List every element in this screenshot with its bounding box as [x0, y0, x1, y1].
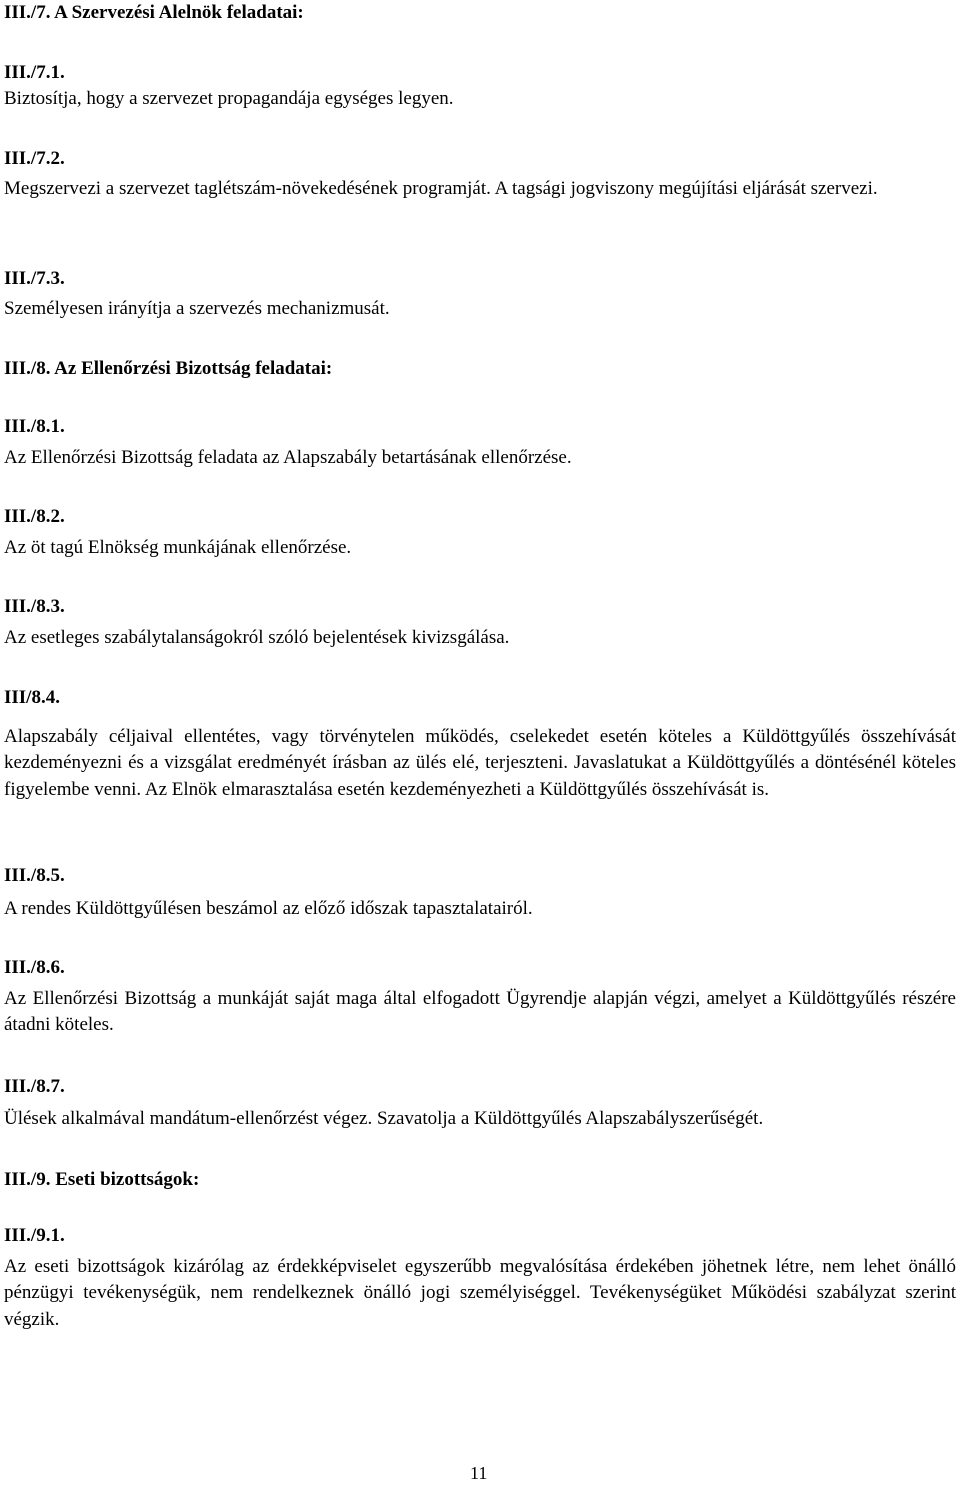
item-id-8-6: III./8.6. — [4, 957, 65, 978]
item-text-8-5: A rendes Küldöttgyűlésen beszámol az előző időszak tapasztalatairól. — [4, 898, 533, 919]
item-text-7-2: Megszervezi a szervezet taglétszám-növekedésének programját. A tagsági jogviszony megújítási eljárását szervezi. — [4, 178, 878, 199]
item-id-8-1: III./8.1. — [4, 416, 65, 437]
item-text-7-1: Biztosítja, hogy a szervezet propagandája egységes legyen. — [4, 88, 454, 109]
item-text-8-4: Alapszabály céljaival ellentétes, vagy törvénytelen működés, cselekedet esetén köteles a Küldöttgyűlés összehívását kezdeményezni és a vizsgálat eredményét írásban az ülés elé, terjeszteni. Javaslatukat a Küldöttgyűlés a döntésénél köteles figyelembe venni. Az Elnök elmarasztalása esetén kezdeményezheti a Küldöttgyűlés összehívását is. — [4, 726, 956, 800]
item-text-8-7: Ülések alkalmával mandátum-ellenőrzést végez. Szavatolja a Küldöttgyűlés Alapszabályszerűségét. — [4, 1108, 764, 1129]
item-id-7-2: III./7.2. — [4, 148, 65, 169]
item-id-9-1: III./9.1. — [4, 1225, 65, 1246]
item-text-8-3: Az esetleges szabálytalanságokról szóló bejelentések kivizsgálása. — [4, 627, 510, 648]
item-text-9-1: Az eseti bizottságok kizárólag az érdekképviselet egyszerűbb megvalósítása érdekében jöhetnek létre, nem lehet önálló pénzügyi tevékenységük, nem rendelkeznek önálló jogi személyiséggel. Tevékenységüket Működési szabályzat szerint végzik. — [4, 1256, 956, 1330]
item-text-8-6: Az Ellenőrzési Bizottság a munkáját saját maga által elfogadott Ügyrendje alapján végzi, amelyet a Küldöttgyűlés részére átadni köteles. — [4, 988, 956, 1036]
item-id-8-4: III/8.4. — [4, 687, 60, 708]
item-id-7-1: III./7.1. — [4, 62, 65, 83]
item-text-7-3: Személyesen irányítja a szervezés mechanizmusát. — [4, 298, 390, 319]
item-id-7-3: III./7.3. — [4, 268, 65, 289]
section-heading-8: III./8. Az Ellenőrzési Bizottság feladatai: — [4, 358, 333, 379]
page-number: 11 — [470, 1463, 488, 1483]
item-id-8-5: III./8.5. — [4, 865, 65, 886]
section-heading-7: III./7. A Szervezési Alelnök feladatai: — [4, 2, 304, 23]
item-id-8-2: III./8.2. — [4, 506, 65, 527]
item-id-8-3: III./8.3. — [4, 596, 65, 617]
item-text-8-1: Az Ellenőrzési Bizottság feladata az Alapszabály betartásának ellenőrzése. — [4, 447, 572, 468]
item-id-8-7: III./8.7. — [4, 1076, 65, 1097]
item-text-8-2: Az öt tagú Elnökség munkájának ellenőrzése. — [4, 537, 352, 558]
section-heading-9: III./9. Eseti bizottságok: — [4, 1169, 200, 1190]
